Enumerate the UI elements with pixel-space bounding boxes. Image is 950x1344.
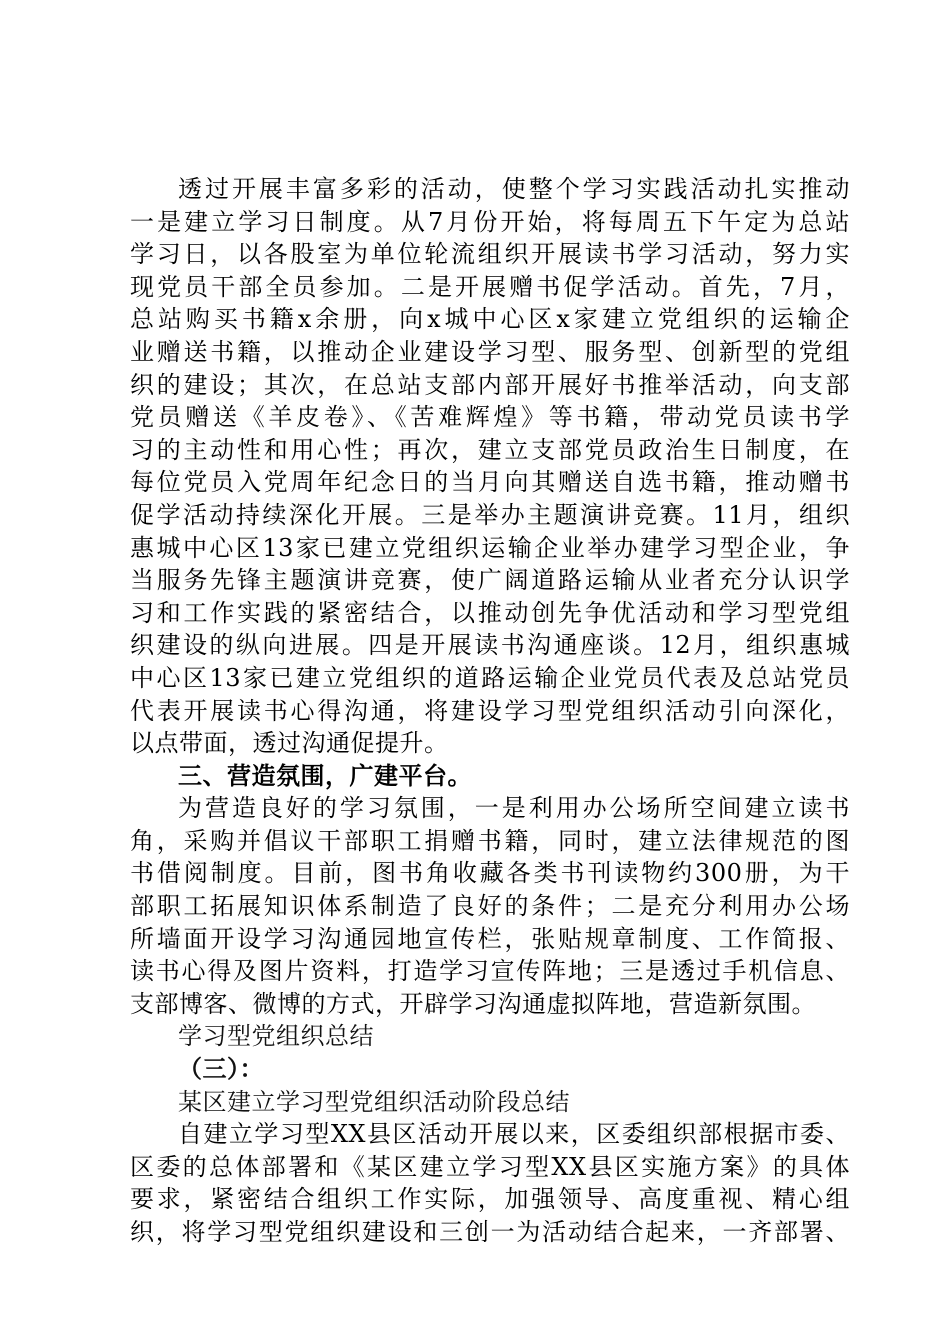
text-line: 读书心得及图片资料，打造学习宣传阵地；三是透过手机信息、 [130, 957, 850, 986]
section-number: （三）： [178, 1055, 264, 1084]
section-subtitle: 某区建立学习型党组织活动阶段总结 [178, 1087, 570, 1116]
text-line: 透过开展丰富多彩的活动，使整个学习实践活动扎实推动 [178, 175, 850, 203]
text-line: 角，采购并倡议干部职工捐赠书籍，同时，建立法律规范的图 [130, 826, 850, 855]
text-line: 习和工作实践的紧密结合，以推动创先争优活动和学习型党组 [130, 598, 850, 627]
section-heading-3: 三、营造氛围，广建平台。 [178, 761, 472, 790]
text-line: 织，将学习型党组织建设和三创一为活动结合起来，一齐部署、 [130, 1218, 850, 1246]
text-line: 书借阅制度。目前，图书角收藏各类书刊读物约300册，为干 [130, 859, 850, 888]
text-line: 现党员干部全员参加。二是开展赠书促学活动。首先，7月， [130, 272, 850, 301]
text-line: 织建设的纵向进展。四是开展读书沟通座谈。12月，组织惠城 [130, 631, 850, 660]
text-line: 当服务先锋主题演讲竞赛，使广阔道路运输从业者充分认识学 [130, 566, 850, 595]
text-line: 总站购买书籍x余册，向x城中心区x家建立党组织的运输企 [130, 305, 850, 334]
text-line: 自建立学习型XX县区活动开展以来，区委组织部根据市委、 [178, 1120, 850, 1149]
text-line: 每位党员入党周年纪念日的当月向其赠送自选书籍，推动赠书 [130, 468, 850, 497]
text-line: 以点带面，透过沟通促提升。 [130, 729, 449, 758]
section-title: 学习型党组织总结 [178, 1022, 374, 1051]
text-line: 要求，紧密结合组织工作实际，加强领导、高度重视、精心组 [130, 1185, 850, 1214]
text-line: 学习日，以各股室为单位轮流组织开展读书学习活动，努力实 [130, 240, 850, 269]
text-line: 织的建设；其次，在总站支部内部开展好书推举活动，向支部 [130, 370, 850, 399]
paragraph-district-summary [130, 1118, 850, 1248]
text-line: 中心区13家已建立党组织的道路运输企业党员代表及总站党员 [130, 663, 850, 692]
text-line: 部职工拓展知识体系制造了良好的条件；二是充分利用办公场 [130, 892, 850, 921]
text-line: 为营造良好的学习氛围，一是利用办公场所空间建立读书 [178, 794, 850, 823]
text-line: 习的主动性和用心性；再次，建立支部党员政治生日制度，在 [130, 435, 850, 464]
text-line: 代表开展读书心得沟通，将建设学习型党组织活动引向深化， [130, 696, 850, 725]
paragraph-atmosphere [130, 792, 850, 1020]
text-line: 党员赠送《羊皮卷》、《苦难辉煌》等书籍，带动党员读书学 [130, 403, 850, 432]
text-line: 业赠送书籍，以推动企业建设学习型、服务型、创新型的党组 [130, 337, 850, 366]
text-line: 区委的总体部署和《某区建立学习型XX县区实施方案》的具体 [130, 1152, 850, 1181]
text-line: 一是建立学习日制度。从7月份开始，将每周五下午定为总站 [130, 207, 850, 236]
text-line: 支部博客、微博的方式，开辟学习沟通虚拟阵地，营造新氛围。 [130, 989, 816, 1018]
text-line: 惠城中心区13家已建立党组织运输企业举办建学习型企业，争 [130, 533, 850, 562]
document-page [130, 173, 850, 1249]
text-line: 所墙面开设学习沟通园地宣传栏，张贴规章制度、工作简报、 [130, 924, 850, 953]
text-line: 促学活动持续深化开展。三是举办主题演讲竞赛。11月，组织 [130, 500, 850, 529]
paragraph-activities [130, 173, 850, 760]
